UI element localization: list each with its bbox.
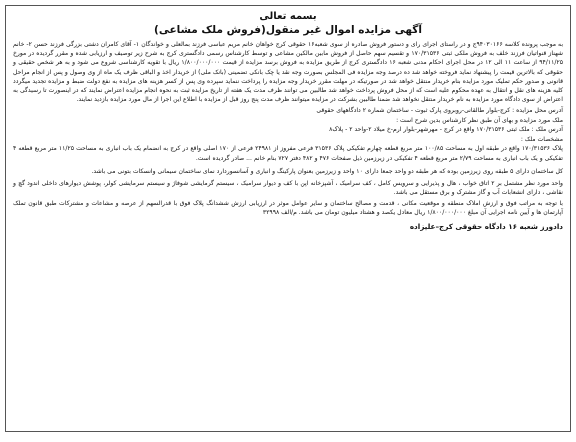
notice-page: [5, 5, 571, 432]
building-description: کل ساختمان دارای ۵ طبقه روی زیرزمین بوده که هر طبقه دو واحد جمعا دارای ۱۰ واحد و زیرزمین بعنوان پارکینگ و انباری و آسانسوردارد نمای ساختمان سیمانی وانسکات بتونی می باشد.: [91, 168, 563, 176]
property-plate-description: پلاک ۱۷۰/۳۱۵۳۶ واقع در طبقه اول به مساحت ۱۰۰/۸۵ متر مربع قطعه چهارم تفکیکی پلاک ۳۱۵۳۶ فرعی مفروز از ۲۴۹۸۱ فرعی از ۱۷۰ اصلی واقع در کرج به انضمام یک باب انباری به مساحت ۱۱/۲۵ متر مربع قطعه ۴ تفکیکی و یک باب انباری به مساحت ۲/۷۹ متر مربع قطعه ۴ تفکیکی در زیرزمین ذیل صفحات ۴۷۶ و ۴۸۲ دفتر ۷۲۷ بنام خانم ... صادر گردیده است.: [13, 145, 563, 162]
property-specs-heading: مشخصات ملک :: [520, 135, 563, 143]
notice-title: آگهی مزایده اموال غیر منقول(فروش ملک مشاعی): [154, 24, 422, 36]
basmala: بسمه تعالی: [259, 11, 317, 22]
property-address: آدرس ملک : ملک ثبتی ۱۷۰/۳۱۵۳۶ واقع در کرج - مهرشهر-بلوار ارم-خ میلاد ۲-واحد ۲ - پلاک۸: [329, 126, 563, 134]
valuation-paragraph: با توجه به مراتب فوق و ارزش املاک منطقه و موقعیت مکانی ، قدمت و مصالح ساختمان و سایر عوامل موثر در ارزیابی ارزش ششدانگ پلاک فوق با قدرالسهم از عرصه و مشاعات و مشترکات طبق قانون تملک آپارتمان ها و آیین نامه اجرایی آن مبلغ ۱/۸۰۰/۰۰۰/۰۰۰ ریال معادل یکصد و هشتاد میلیون تومان می باشد. م/الف ۳۲۹۹۸: [13, 200, 563, 217]
signature: دادورز شعبه ۱۶ دادگاه حقوقی کرج–علیزاده: [409, 222, 563, 232]
auction-address: آدرس محل مزایده : کرج-بلوار طالقانی-روبروی پارک ثبوت - ساختمان شماره ۲ دادگاههای حقوقی: [316, 107, 563, 115]
property-details: [13, 106, 563, 163]
unit-description: واحد مورد نظر مشتمل بر ۲ اتاق خواب ، هال و پذیرایی و سرویس کامل ، کف سرامیک ، آشپزخانه اپن با کف و دیوار سرامیک ، سیستم گرمایشی شوفاژ و سیستم سرمایشی کولر، پوشش دیوارهای داخلی اندود گچ و نقاشی ، دارای انشعابات آب و گاز مشترک و برق مستقل می باشد.: [13, 179, 563, 196]
intro-paragraph: به موجب پرونده کلاسه ۹۴۰۳۰۱۶۶ج و در راستای اجرای رای و دستور فروش صادره از سوی شعبه۱۶ حقوقی کرج خواهان خانم مریم عباسی فرزند بمالعلی و خواندگان ۱- آقای کامران دشتی بزرگی فرزند حسن ۲- خانم شهناز قنواتیان فرزند خلف به فروش ملکی ثبتی ۱۷۰/۳۱۵۳۶ و تقسیم سهم حاصل از فروش مابین مالکین مشاعی و توسط کارشناس رسمی دادگستری کرج به شرح زیر توصیف و ارزیابی شده و مقرر گردیده در مورخ ۹۴/۱۱/۲۵ از ساعت ۱۱ الی ۱۲ در محل اجرای احکام مدنی شعبه ۱۶ دادگستری کرج از طریق مزایده به فروش برسد مزایده از قیمت ۱/۸۰۰/۰۰۰/۰۰۰ ریال با تقویه کارشناسی شروع می شود و به هر شخص حقیقی و حقوقی که بالاترین قیمت را پیشنهاد نماید فروخته خواهد شد ده درصد وجه مزایده فی المجلس بصورت وجه نقد یا چک بانکی تضمینی (بانک ملی) از خریدار اخذ و الباقی ظرف یک ماه از وی وصول و پس از انجام مراحل قانونی و صدور حکم تملیک مورد مزایده بنام خریدار منتقل خواهد شد در صورتیکه در مهلت مقرر خریدار وجه مزایده را پرداخت ننماید سپرده وی پس از کسر هزینه های مزایده به نفع دولت ضبط و مزایده تجدید میگردد کلیه هزینه های نقل و انتقال به عهده محکوم علیه است که از محل فروش پرداخت خواهد شد طالبین می توانند ظرف مدت یک هفته از تاریخ مزایده ثبت به نحوه انجام مزایده اعتراض نمایند که در اینصورت تا رسیدگی به اعتراض از سوی دادگاه مورد مزایده به نام خریدار منتقل نخواهد شد ضمنا طالبین بشرکت در مزایده میتوانند ظرف مدت پنج روز قبل از مزایده با اطلاع این اجرا از مال مورد مزایده بازدید نمایند.: [13, 41, 564, 104]
notice-header: [13, 10, 563, 37]
property-valuation-intro: ملک مورد مزایده و بهای آن طبق نظر کارشناس بدین شرح است :: [396, 116, 563, 124]
